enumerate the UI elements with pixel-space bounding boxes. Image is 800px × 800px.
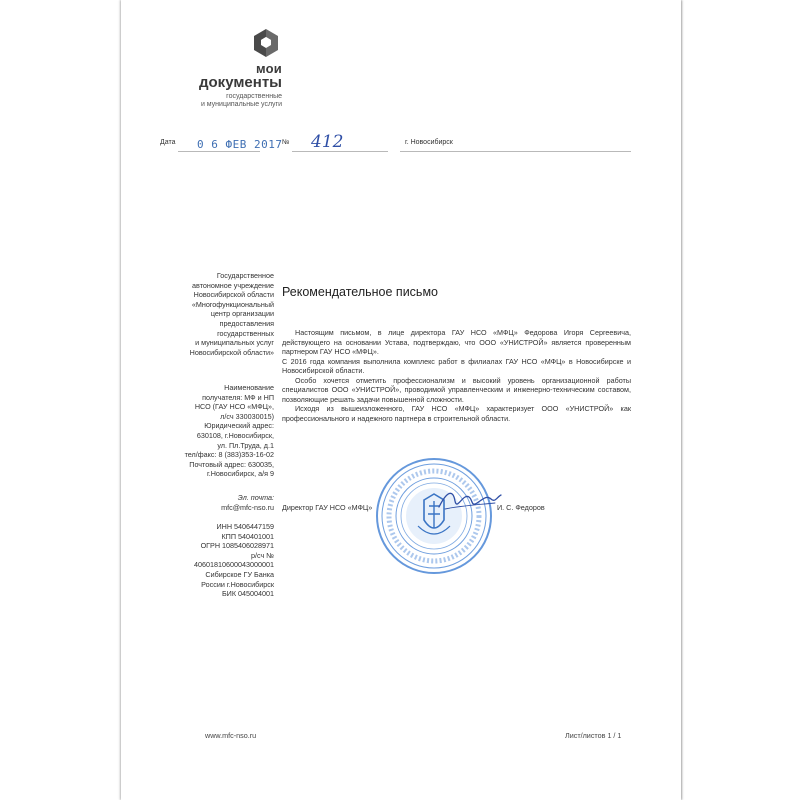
signer-name: И. С. Федоров: [497, 503, 545, 512]
org-block: [160, 271, 274, 357]
requisites-block: [160, 383, 274, 479]
requisite-line: ул. Пл.Труда, д.1: [217, 440, 274, 450]
letter-heading: Рекомендательное письмо: [282, 285, 438, 299]
org-line: Новосибирской области»: [189, 347, 274, 357]
city-underline: [400, 151, 631, 152]
email-label: Эл. почта:: [237, 493, 274, 502]
requisite-line: Почтовый адрес: 630035,: [189, 459, 274, 469]
organization-seal-stamp-icon: [374, 456, 494, 576]
bank-line: БИК 045004001: [221, 589, 274, 599]
requisite-line: Юридический адрес:: [204, 421, 274, 431]
logo-title-line2: документы: [199, 74, 282, 91]
bank-line: КПП 540401001: [221, 531, 274, 541]
logo-subtitle-line1: государственные: [226, 93, 282, 100]
org-line: Государственное: [216, 271, 274, 280]
requisite-line: тел/факс: 8 (383)353-16-02: [184, 450, 274, 460]
org-line: и муниципальных услуг: [195, 338, 274, 348]
bank-line: 40601810600043000001: [194, 560, 274, 570]
letter-paragraph: С 2016 года компания выполнила комплекс работ в филиалах ГАУ НСО «МФЦ» в Новосибирске и Новосибирской области.: [282, 356, 631, 375]
letter-body: [282, 328, 631, 423]
date-underline: [178, 151, 260, 152]
logo-title-line1: мои: [256, 61, 282, 76]
requisite-line: НСО (ГАУ НСО «МФЦ»,: [194, 402, 274, 412]
bank-line: ИНН 5406447159: [216, 522, 274, 531]
requisite-line: г.Новосибирск, а/я 9: [206, 469, 274, 479]
email-block: [160, 493, 274, 512]
footer-page-count: Лист/листов 1 / 1: [565, 731, 622, 740]
date-stamp: 0 6 ФЕВ 2017: [197, 138, 283, 151]
signer-title: Директор ГАУ НСО «МФЦ»: [282, 503, 373, 512]
handwritten-signature-icon: [435, 485, 505, 515]
bank-block: [160, 522, 274, 599]
letter-paragraph: Исходя из вышеизложенного, ГАУ НСО «МФЦ» характеризует ООО «УНИСТРОЙ» как профессионального и надежного партнера в строительной области.: [282, 404, 631, 423]
city: г. Новосибирск: [405, 139, 453, 146]
requisite-line: 630108, г.Новосибирск,: [196, 430, 274, 440]
org-line: автономное учреждение: [192, 280, 274, 290]
org-line: государственных: [217, 328, 274, 338]
handwritten-number: 412: [311, 132, 344, 152]
moi-dokumenty-logo-icon: [251, 28, 281, 58]
org-line: Новосибирской области: [193, 290, 274, 300]
bank-line: р/сч №: [251, 550, 274, 560]
bank-line: России г.Новосибирск: [201, 579, 274, 589]
footer-website: www.mfc-nso.ru: [205, 731, 257, 740]
date-label: Дата: [160, 139, 176, 146]
logo-subtitle: [158, 93, 282, 109]
bank-line: Сибирское ГУ Банка: [205, 569, 274, 579]
org-line: предоставления: [219, 318, 274, 328]
org-line: центр организации: [210, 309, 274, 319]
logo-subtitle-line2: и муниципальные услуги: [200, 101, 282, 108]
number-label: №: [282, 139, 290, 146]
requisite-line: получателя: МФ и НП: [202, 392, 274, 402]
letter-paragraph: Настоящим письмом, в лице директора ГАУ НСО «МФЦ» Федорова Игоря Сергеевича, действующего на основании Устава, подтверждаю, что ООО «УНИСТРОЙ» является проверенным партнером ГАУ НСО «МФЦ».: [282, 328, 631, 356]
letter-paragraph: Особо хочется отметить профессионализм и высокий уровень организационной работы специалистов ООО «УНИСТРОЙ», проводимой управленческим и инженерно-техническим составом, позволяющие решать задачи повышенной сложности.: [282, 375, 631, 404]
requisite-line: Наименование: [224, 383, 274, 392]
bank-line: ОГРН 1085406028971: [200, 541, 274, 551]
requisite-line: л/сч 330030015): [220, 411, 274, 421]
org-line: «Многофункциональный: [191, 299, 274, 309]
email-value: mfc@mfc-nso.ru: [221, 502, 274, 512]
